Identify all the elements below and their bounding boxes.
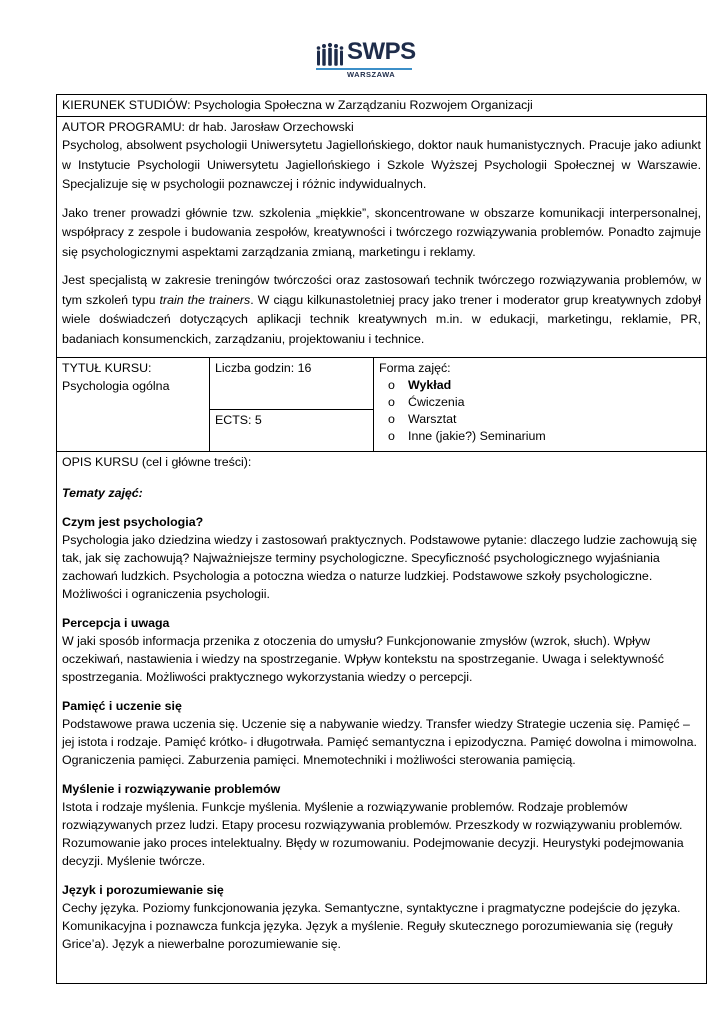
course-title-cell	[57, 358, 210, 452]
topic-title: Pamięć i uczenie się	[62, 699, 182, 713]
topics-heading: Tematy zajęć:	[62, 486, 143, 500]
author-bio-3	[62, 271, 701, 349]
topic-text: Istota i rodzaje myślenia. Funkcje myślenia. Myślenie a rozwiązywanie problemów. Rodzaje problemów rozwiązywanych przez ludzi. Etapy procesu rozwiązywania problemów. Przeszkody w rozwiązywaniu problemów. Rozumowanie jako proces intelektualny. Błędy w rozumowaniu. Podejmowanie decyzji. Heurystyki podejmowania decyzji. Myślenie twórcze.	[62, 800, 684, 868]
people-logo-icon	[316, 42, 344, 68]
form-option-label: Wykład	[408, 378, 452, 392]
form-option-label: Warsztat	[408, 412, 457, 426]
form-option-workshop	[388, 411, 701, 428]
form-option-lecture	[388, 377, 701, 394]
author-bio-3-end: . W ciągu kilkunastoletniej pracy jako trener i moderator grup kreatywnych zdobył wiele doświadczeń dotyczących aplikacji technik kreatywnych m.in. w edukacji, marketingu, reklamie, PR, badaniach konsumenckich, zarządzaniu, projektowaniu i technice.	[62, 292, 702, 346]
syllabus-document	[56, 94, 706, 984]
course-hours: Liczba godzin: 16	[210, 358, 374, 410]
syllabus-table	[56, 94, 707, 984]
swps-logo	[316, 38, 416, 79]
topic-text: W jaki sposób informacja przenika z otoczenia do umysłu? Funkcjonowanie zmysłów (wzrok, słuch). Wpływ oczekiwań, nastawienia i wiedzy na spostrzeganie. Wpływ kontekstu na spostrzeganie. Uwaga i selektywność spostrzegania. Możliwości praktycznego wykorzystania wiedzy o percepcji.	[62, 634, 664, 684]
logo-city: WARSZAWA	[347, 70, 396, 79]
course-row-1	[57, 358, 707, 410]
form-option-exercises	[388, 394, 701, 411]
topic-title: Myślenie i rozwiązywanie problemów	[62, 782, 281, 796]
bullet: o	[388, 412, 395, 426]
topic-title: Czym jest psychologia?	[62, 515, 204, 529]
author-bio-3-italic: train the trainers	[159, 292, 251, 307]
author-label: AUTOR PROGRAMU: dr hab. Jarosław Orzechowski	[62, 120, 354, 134]
bullet: o	[388, 378, 395, 392]
topic-text: Cechy języka. Poziomy funkcjonowania języka. Semantyczne, syntaktyczne i pragmatyczne podejście do języka. Komunikacyjna i poznawcza funkcja języka. Język a myślenie. Reguły skutecznego porozumiewania się (reguły Grice’a). Język a niewerbalne porozumiewanie się.	[62, 901, 681, 951]
course-ects: ECTS: 5	[210, 410, 374, 452]
description-label: OPIS KURSU (cel i główne treści):	[62, 455, 252, 469]
course-title: Psychologia ogólna	[62, 379, 170, 393]
form-option-label: Inne (jakie?) Seminarium	[408, 429, 546, 443]
form-option-label: Ćwiczenia	[408, 395, 465, 409]
course-form-cell	[374, 358, 707, 452]
bullet: o	[388, 429, 395, 443]
author-row	[57, 117, 707, 358]
topic-title: Percepcja i uwaga	[62, 616, 170, 630]
field-of-study-row	[57, 95, 707, 117]
author-bio-3-start: Jest specjalistą w zakresie treningów twórczości oraz zastosowań technik twórczego rozwiązywania problemów, w tym szkoleń typu	[62, 273, 702, 307]
form-option-other	[388, 428, 701, 445]
topic-text: Podstawowe prawa uczenia się. Uczenie się a nabywanie wiedzy. Transfer wiedzy Strategie uczenia się. Pamięć – jej istota i rodzaje. Pamięć krótko- i długotrwała. Pamięć semantyczna i epizodyczna. Pamięć dowolna i mimowolna. Ograniczenia pamięci. Zaburzenia pamięci. Mnemotechniki i możliwości sterowania pamięcią.	[62, 717, 697, 767]
description-row	[57, 452, 707, 984]
author-bio-1: Psycholog, absolwent psychologii Uniwersytetu Jagiellońskiego, doktor nauk humanistycznych. Pracuje jako adiunkt w Instytucie Psychologii Uniwersytetu Jagiellońskiego i Szkole Wyższej Psychologii Społecznej w Warszawie. Specjalizuje się w psychologii poznawczej i różnic indywidualnych.	[62, 138, 702, 191]
bullet: o	[388, 395, 395, 409]
field-of-study: KIERUNEK STUDIÓW: Psychologia Społeczna w Zarządzaniu Rozwojem Organizacji	[57, 95, 707, 117]
author-cell	[57, 117, 707, 358]
topic-text: Psychologia jako dziedzina wiedzy i zastosowań praktycznych. Podstawowe pytanie: dlaczego ludzie zachowują się tak, jak się zachowują? Najważniejsze terminy psychologiczne. Specyficzność psychologicznego wyjaśniania zachowań ludzkich. Psychologia a potoczna wiedza o naturze ludzkiej. Podstawowe szkoły psychologiczne. Możliwości i ograniczenia psychologii.	[62, 533, 698, 601]
course-form-label: Forma zajęć:	[379, 361, 451, 375]
author-bio-2: Jako trener prowadzi głównie tzw. szkolenia „miękkie”, skoncentrowane w obszarze komunikacji interpersonalnej, współpracy z zespole i budowania zespołów, kreatywności i twórczego rozwiązywania problemów. Ponadto zajmuje się psychologicznymi aspektami zarządzania zmianą, marketingu i reklamy.	[62, 205, 702, 259]
topic-title: Język i porozumiewanie się	[62, 883, 224, 897]
logo-brand: SWPS	[347, 38, 416, 65]
course-title-label: TYTUŁ KURSU:	[62, 361, 152, 375]
course-form-list	[379, 377, 701, 445]
description-cell	[57, 452, 707, 984]
